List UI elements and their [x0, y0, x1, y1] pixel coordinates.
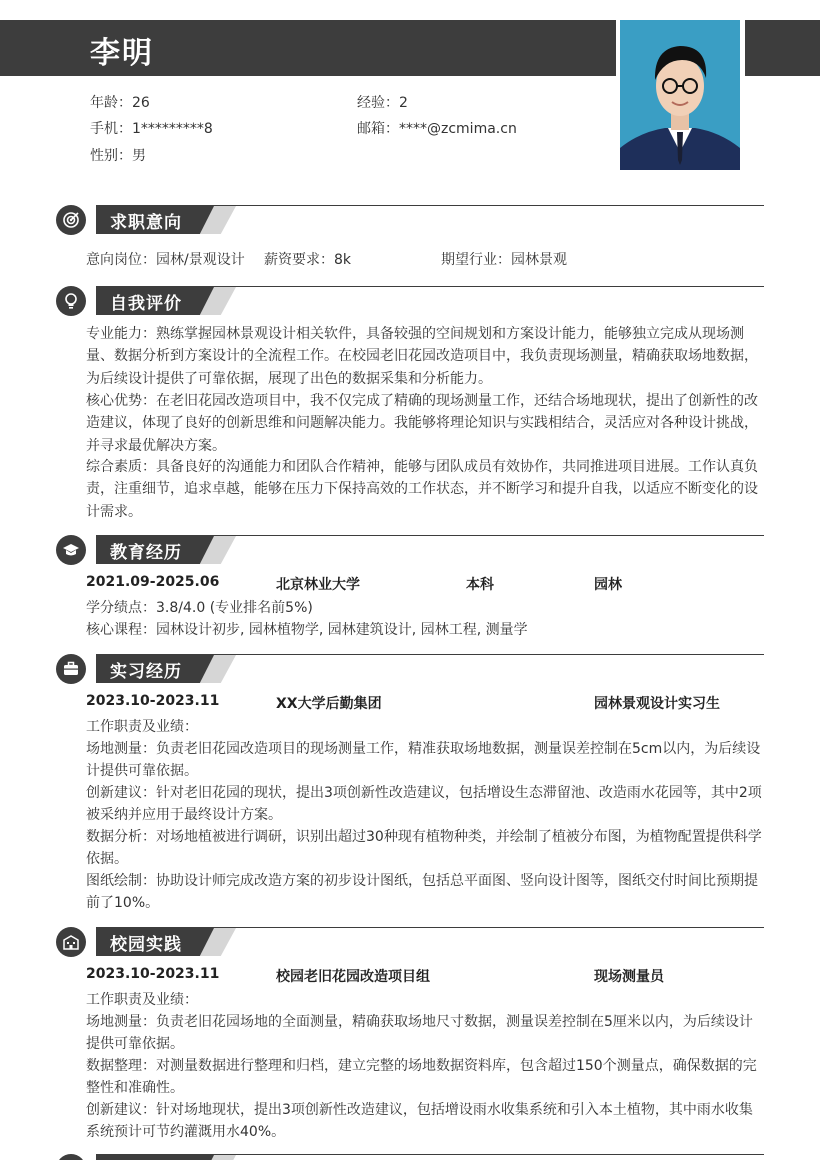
self-eval-paragraph: 综合素质：具备良好的沟通能力和团队合作精神，能够与团队成员有效协作，共同推进项目进展。工作认真负责，注重细节，追求卓越，能够在压力下保持高效的工作状态，并不断学习和提升自我，以适应不断变化的设计需求。 — [86, 459, 758, 520]
intent-industry: 期望行业：园林景观 — [441, 252, 567, 268]
section-icon — [56, 1154, 86, 1160]
profile-photo — [620, 20, 740, 170]
internship-role: 园林景观设计实习生 — [594, 696, 720, 712]
section-header-self — [56, 286, 764, 316]
education-school: 北京林业大学 — [276, 577, 360, 593]
section-title: 教育经历 — [110, 543, 182, 563]
campus-duty-title: 工作职责及业绩： — [86, 992, 198, 1008]
internship-period: 2023.10-2023.11 — [86, 693, 220, 709]
info-email: 邮箱：****@zcmima.cn — [357, 121, 517, 137]
internship-row — [86, 693, 766, 715]
education-period: 2021.09-2025.06 — [86, 574, 220, 590]
info-phone: 手机：1*********8 — [90, 121, 213, 137]
section-title: 求职意向 — [110, 213, 182, 233]
campus-row — [86, 966, 766, 988]
intent-salary: 薪资要求：8k — [264, 252, 352, 268]
candidate-name: 李明 — [90, 36, 154, 71]
internship-duty-title: 工作职责及业绩： — [86, 719, 198, 735]
info-experience: 经验：2 — [357, 95, 408, 111]
education-gpa: 学分绩点：3.8/4.0 (专业排名前5%) — [86, 600, 313, 616]
section-header-next — [56, 1154, 764, 1160]
graduation-cap-icon — [56, 535, 86, 565]
internship-company: XX大学后勤集团 — [276, 696, 382, 712]
education-major: 园林 — [594, 577, 622, 593]
section-header-intent — [56, 205, 764, 235]
target-icon — [56, 205, 86, 235]
internship-item: 创新建议：针对老旧花园的现状，提出3项创新性改造建议，包括增设生态滞留池、改造雨水花园等，其中2项被采纳并应用于最终设计方案。 — [86, 785, 762, 824]
header-band-right — [745, 20, 820, 76]
briefcase-icon — [56, 654, 86, 684]
section-title: 自我评价 — [110, 294, 182, 314]
lightbulb-icon — [56, 286, 86, 316]
self-eval-paragraph: 核心优势：在老旧花园改造项目中，我不仅完成了精确的现场测量工作，还结合场地现状，提出了创新性的改造建议，体现了良好的创新思维和问题解决能力。我能够将理论知识与实践相结合，灵活应对各种设计挑战，并寻求最优解决方案。 — [86, 393, 758, 454]
section-title: 实习经历 — [110, 662, 182, 682]
avatar-portrait-icon — [620, 20, 740, 170]
section-header-education — [56, 535, 764, 565]
campus-item: 创新建议：针对场地现状，提出3项创新性改造建议，包括增设雨水收集系统和引入本土植物，其中雨水收集系统预计可节约灌溉用水40%。 — [86, 1102, 753, 1141]
education-degree: 本科 — [466, 577, 494, 593]
self-eval-paragraph: 专业能力：熟练掌握园林景观设计相关软件，具备较强的空间规划和方案设计能力，能够独立完成从现场测量、数据分析到方案设计的全流程工作。在校园老旧花园改造项目中，我负责现场测量，精确获取场地数据，为后续设计提供了可靠依据，展现了出色的数据采集和分析能力。 — [86, 326, 758, 387]
intent-row — [86, 249, 766, 271]
campus-org: 校园老旧花园改造项目组 — [276, 969, 430, 985]
section-header-campus — [56, 927, 764, 957]
campus-role: 现场测量员 — [594, 969, 664, 985]
campus-item: 数据整理：对测量数据进行整理和归档，建立完整的场地数据资料库，包含超过150个测量点，确保数据的完整性和准确性。 — [86, 1058, 757, 1097]
info-age: 年龄：26 — [90, 95, 150, 111]
internship-item: 数据分析：对场地植被进行调研，识别出超过30种现有植物种类，并绘制了植被分布图，为植物配置提供科学依据。 — [86, 829, 762, 868]
campus-period: 2023.10-2023.11 — [86, 966, 220, 982]
building-icon — [56, 927, 86, 957]
section-title: 校园实践 — [110, 935, 182, 955]
education-row — [86, 574, 766, 596]
internship-item: 图纸绘制：协助设计师完成改造方案的初步设计图纸，包括总平面图、竖向设计图等，图纸交付时间比预期提前了10%。 — [86, 873, 758, 912]
info-gender: 性别：男 — [90, 148, 146, 164]
education-courses: 核心课程：园林设计初步, 园林植物学, 园林建筑设计, 园林工程, 测量学 — [86, 622, 528, 638]
internship-item: 场地测量：负责老旧花园改造项目的现场测量工作，精准获取场地数据，测量误差控制在5cm以内，为后续设计提供可靠依据。 — [86, 741, 761, 780]
intent-position: 意向岗位：园林/景观设计 — [86, 252, 245, 268]
campus-item: 场地测量：负责老旧花园场地的全面测量，精确获取场地尺寸数据，测量误差控制在5厘米以内，为后续设计提供可靠依据。 — [86, 1014, 753, 1053]
section-header-internship — [56, 654, 764, 684]
